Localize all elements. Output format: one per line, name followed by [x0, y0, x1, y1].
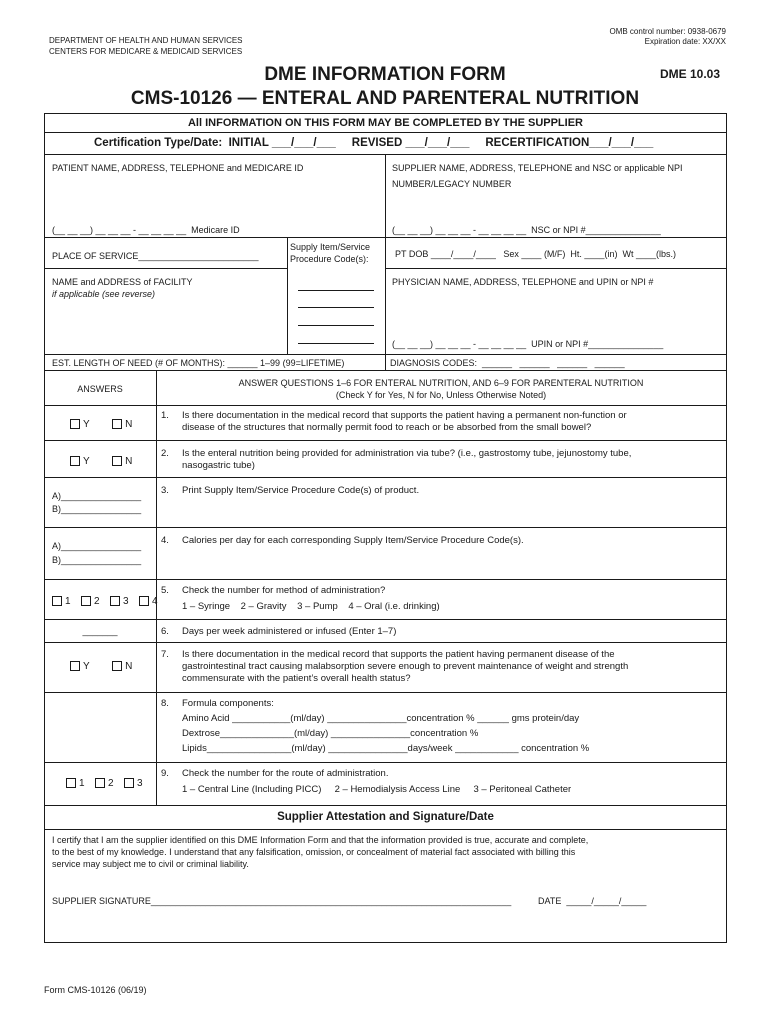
dept-line-1: DEPARTMENT OF HEALTH AND HUMAN SERVICES: [49, 36, 243, 45]
q5-option-4[interactable]: 4: [139, 596, 158, 607]
q4-answer-a[interactable]: A)________________: [52, 541, 142, 551]
q2-number: 2.: [161, 448, 169, 459]
q4-text-1: Calories per day for each corresponding Supply Item/Service Procedure Code(s).: [182, 535, 524, 546]
q1-answers: [70, 416, 132, 434]
q4-number: 4.: [161, 535, 169, 546]
q8-number: 8.: [161, 698, 169, 709]
q9-number: 9.: [161, 768, 169, 779]
q6-text-1: Days per week administered or infused (Enter 1–7): [182, 626, 397, 637]
q6-number: 6.: [161, 626, 169, 637]
answers-header: ANSWERS: [77, 384, 123, 394]
attestation-text-1: I certify that I am the supplier identified on this DME Information Form and that the information provided is true, accurate and complete,: [52, 835, 589, 845]
q3-number: 3.: [161, 485, 169, 496]
q7-text-3: commensurate with the patient’s overall health status?: [182, 673, 411, 684]
form-title-1: DME INFORMATION FORM: [264, 64, 506, 85]
q7-text-1: Is there documentation in the medical record that supports the patient having permanent disease of the: [182, 649, 615, 660]
supply-code-blank-4[interactable]: [298, 343, 374, 344]
place-of-service[interactable]: PLACE OF SERVICE________________________: [52, 251, 259, 261]
attestation-text-2: to the best of my knowledge. I understand that any falsification, omission, or concealment of material fact associated with billing this: [52, 847, 576, 857]
q9-option-2[interactable]: 2: [95, 778, 114, 789]
q5-option-3[interactable]: 3: [110, 596, 129, 607]
q5-option-2[interactable]: 2: [81, 596, 100, 607]
q1-text-1: Is there documentation in the medical record that supports the patient having a permanent non-function or: [182, 410, 627, 421]
physician-label: PHYSICIAN NAME, ADDRESS, TELEPHONE and UPIN or NPI #: [392, 277, 654, 287]
q9-option-3[interactable]: 3: [124, 778, 143, 789]
form-title-2: CMS-10126 — ENTERAL AND PARENTERAL NUTRITION: [130, 88, 640, 109]
facility-label: NAME and ADDRESS of FACILITY: [52, 277, 193, 287]
certification-line[interactable]: Certification Type/Date: INITIAL ___/___/___ REVISED ___/___/___ RECERTIFICATION___/___/___: [94, 137, 654, 149]
supply-code-label-1: Supply Item/Service: [290, 242, 371, 252]
q3-answer-b[interactable]: B)________________: [52, 504, 142, 514]
q3-answer-a[interactable]: A)________________: [52, 491, 142, 501]
q5-number: 5.: [161, 585, 169, 596]
physician-phone-line[interactable]: (__ __ __) __ __ __ - __ __ __ __ UPIN or NPI #_______________: [392, 339, 664, 349]
q7-text-2: gastrointestinal tract causing malabsorption severe enough to prevent maintenance of weight and strength: [182, 661, 629, 672]
dept-line-2: CENTERS FOR MEDICARE & MEDICAID SERVICES: [49, 47, 243, 56]
expiration-date: Expiration date: XX/XX: [644, 37, 726, 46]
q2-text-1: Is the enteral nutrition being provided for administration via tube? (i.e., gastrostomy tube, jejunostomy tube,: [182, 448, 632, 459]
q9-option-1[interactable]: 1: [66, 778, 85, 789]
attestation-text-3: service may subject me to civil or criminal liability.: [52, 859, 249, 869]
q6-answer-blank[interactable]: _______: [82, 626, 118, 636]
instructions-1: ANSWER QUESTIONS 1–6 FOR ENTERAL NUTRITION, AND 6–9 FOR PARENTERAL NUTRITION: [238, 378, 644, 388]
q1-number: 1.: [161, 410, 169, 421]
patient-dob-line[interactable]: PT DOB ____/____/____ Sex ____ (M/F) Ht. ____(in) Wt ____(lbs.): [395, 249, 676, 259]
q7-number: 7.: [161, 649, 169, 660]
q1-yes-checkbox[interactable]: Y: [70, 419, 90, 430]
q3-text-1: Print Supply Item/Service Procedure Code(s) of product.: [182, 485, 420, 496]
signature-date-field[interactable]: DATE _____/_____/_____: [538, 896, 647, 906]
q1-text-2: disease of the structures that normally permit food to reach or be absorbed from the small bowel?: [182, 422, 592, 433]
q1-no-checkbox[interactable]: N: [112, 419, 132, 430]
facility-sublabel: if applicable (see reverse): [52, 289, 156, 299]
patient-label: PATIENT NAME, ADDRESS, TELEPHONE and MEDICARE ID: [52, 163, 304, 173]
q9-text-1: Check the number for the route of administration.: [182, 768, 389, 779]
patient-phone-line[interactable]: (__ __ __) __ __ __ - __ __ __ __ Medicare ID: [52, 225, 240, 235]
q9-text-2: 1 – Central Line (Including PICC) 2 – Hemodialysis Access Line 3 – Peritoneal Catheter: [182, 784, 572, 795]
supplier-banner: All INFORMATION ON THIS FORM MAY BE COMPLETED BY THE SUPPLIER: [187, 117, 583, 129]
supply-code-blank-3[interactable]: [298, 325, 374, 326]
q7-no-checkbox[interactable]: N: [112, 661, 132, 672]
supplier-label-1: SUPPLIER NAME, ADDRESS, TELEPHONE and NSC or applicable NPI: [392, 163, 683, 173]
q2-text-2: nasogastric tube): [182, 460, 255, 471]
q7-yes-checkbox[interactable]: Y: [70, 661, 90, 672]
form-number-footer: Form CMS-10126 (06/19): [44, 985, 147, 995]
length-of-need[interactable]: EST. LENGTH OF NEED (# OF MONTHS): ______ 1–99 (99=LIFETIME): [52, 358, 345, 368]
q5-text-2: 1 – Syringe 2 – Gravity 3 – Pump 4 – Oral (i.e. drinking): [182, 601, 440, 612]
q7-answers: [70, 658, 132, 676]
q5-answers: [52, 593, 158, 611]
q5-option-1[interactable]: 1: [52, 596, 71, 607]
supply-code-blank-1[interactable]: [298, 290, 374, 291]
attestation-title: Supplier Attestation and Signature/Date: [277, 811, 494, 823]
q8-text-1: Formula components:: [182, 698, 274, 709]
q9-answers: [66, 775, 143, 793]
diagnosis-codes[interactable]: DIAGNOSIS CODES: ______ ______ ______ ______: [390, 358, 625, 368]
q2-yes-checkbox[interactable]: Y: [70, 456, 90, 467]
q4-answer-b[interactable]: B)________________: [52, 555, 142, 565]
omb-number: OMB control number: 0938-0679: [609, 27, 726, 36]
supplier-label-2: NUMBER/LEGACY NUMBER: [392, 179, 512, 189]
supply-code-blank-2[interactable]: [298, 307, 374, 308]
supply-code-label-2: Procedure Code(s):: [290, 254, 369, 264]
q8-lipids-line[interactable]: Lipids________________(ml/day) _______________days/week ____________ concentration %: [182, 743, 590, 754]
supplier-signature-field[interactable]: SUPPLIER SIGNATURE________________________________________________________________________: [52, 896, 512, 906]
q5-text-1: Check the number for method of administration?: [182, 585, 386, 596]
instructions-2: (Check Y for Yes, N for No, Unless Otherwise Noted): [335, 390, 547, 400]
q8-dextrose-line[interactable]: Dextrose______________(ml/day) _______________concentration %: [182, 728, 479, 739]
supplier-phone-line[interactable]: (__ __ __) __ __ __ - __ __ __ __ NSC or NPI #_______________: [392, 225, 661, 235]
dme-code: DME 10.03: [660, 67, 721, 81]
q2-no-checkbox[interactable]: N: [112, 456, 132, 467]
q2-answers: [70, 453, 132, 471]
q8-amino-acid-line[interactable]: Amino Acid ___________(ml/day) _______________concentration % ______ gms protein/day: [182, 713, 580, 724]
